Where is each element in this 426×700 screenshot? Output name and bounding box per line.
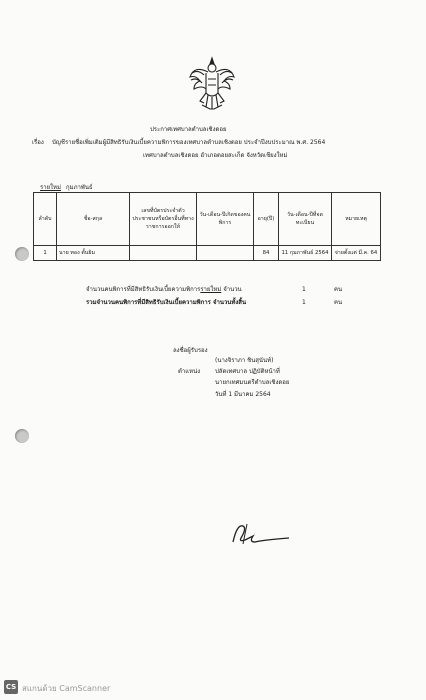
- summary-unit-2: คน: [334, 299, 343, 306]
- cell-id: [130, 246, 197, 261]
- cell-note: จ่ายตั้งแต่ มี.ค. 64: [332, 246, 381, 261]
- col-header-age: อายุ(ปี): [254, 193, 279, 246]
- col-header-no: ลำดับ: [34, 193, 57, 246]
- col-header-id: เลขที่บัตรประจำตัวประชาชนหรือบัตรอื่นที่ทางราชการออกให้: [130, 193, 197, 246]
- cell-no: 1: [34, 246, 57, 261]
- cell-name-title: นาย: [59, 250, 69, 256]
- position-text-2: นายกเทศมนตรีตำบลเชิงดอย: [215, 379, 290, 386]
- summary-line-1-post: จำนวน: [223, 286, 242, 293]
- registry-table: [33, 192, 381, 261]
- summary-line-2: รวมจำนวนคนพิการที่มีสิทธิรับเงินเบี้ยความพิการ จำนวนทั้งสิ้น: [86, 299, 247, 306]
- org-title: ประกาศเทศบาลตำบลเชิงดอย: [150, 126, 227, 133]
- table-row: [34, 246, 381, 261]
- col-header-reg-date: วัน-เดือน-ปีที่จดทะเบียน: [279, 193, 332, 246]
- cell-dob: [197, 246, 254, 261]
- cell-age: 84: [254, 246, 279, 261]
- section-month: กุมภาพันธ์: [66, 184, 93, 191]
- subject-label: เรื่อง: [32, 139, 44, 146]
- summary-unit-1: คน: [334, 286, 343, 293]
- punch-hole-top: [15, 247, 29, 261]
- summary-line-1-underlined: รายใหม่: [200, 286, 222, 293]
- col-header-note: หมายเหตุ: [332, 193, 381, 246]
- garuda-emblem: [188, 55, 236, 111]
- cell-reg-date: 11 กุมภาพันธ์ 2564: [279, 246, 332, 261]
- punch-hole-bottom: [15, 429, 29, 443]
- camscanner-logo-icon: CS: [4, 680, 18, 694]
- camscanner-watermark: สแกนด้วย CamScanner: [22, 684, 111, 693]
- signatory-name: (นางจิราภา ชินสุนันท์): [215, 357, 274, 364]
- section-label: รายใหม่: [40, 184, 61, 191]
- handwritten-signature: [225, 520, 295, 546]
- position-text: ปลัดเทศบาล ปฏิบัติหน้าที่: [215, 368, 280, 375]
- summary-line-1: [86, 286, 242, 294]
- col-header-dob: วัน-เดือน-ปีเกิดของคนพิการ: [197, 193, 254, 246]
- table-header-row: [34, 193, 381, 246]
- summary-count-1: 1: [302, 286, 306, 293]
- cell-name: [57, 246, 130, 261]
- summary-line-1-pre: จำนวนคนพิการที่มีสิทธิรับเงินเบี้ยความพิการ: [86, 286, 201, 293]
- position-label: ตำแหน่ง: [178, 368, 201, 375]
- summary-count-2: 1: [302, 299, 306, 306]
- cell-name-value: ทอง ตั้นยิม: [70, 250, 95, 256]
- subject-text: บัญชีรายชื่อเพิ่มเติมผู้มีสิทธิรับเงินเบี้ยความพิการของเทศบาลตำบลเชิงดอย ประจำปีงบประมาณ พ.ศ. 2564: [52, 139, 326, 146]
- col-header-name: ชื่อ-สกุล: [57, 193, 130, 246]
- address-line: เทศบาลตำบลเชิงดอย อำเภอดอยสะเก็ด จังหวัดเชียงใหม่: [143, 152, 288, 159]
- signed-date: วันที่ 1 มีนาคม 2564: [215, 391, 271, 398]
- signature-label: ลงชื่อผู้รับรอง: [173, 347, 208, 354]
